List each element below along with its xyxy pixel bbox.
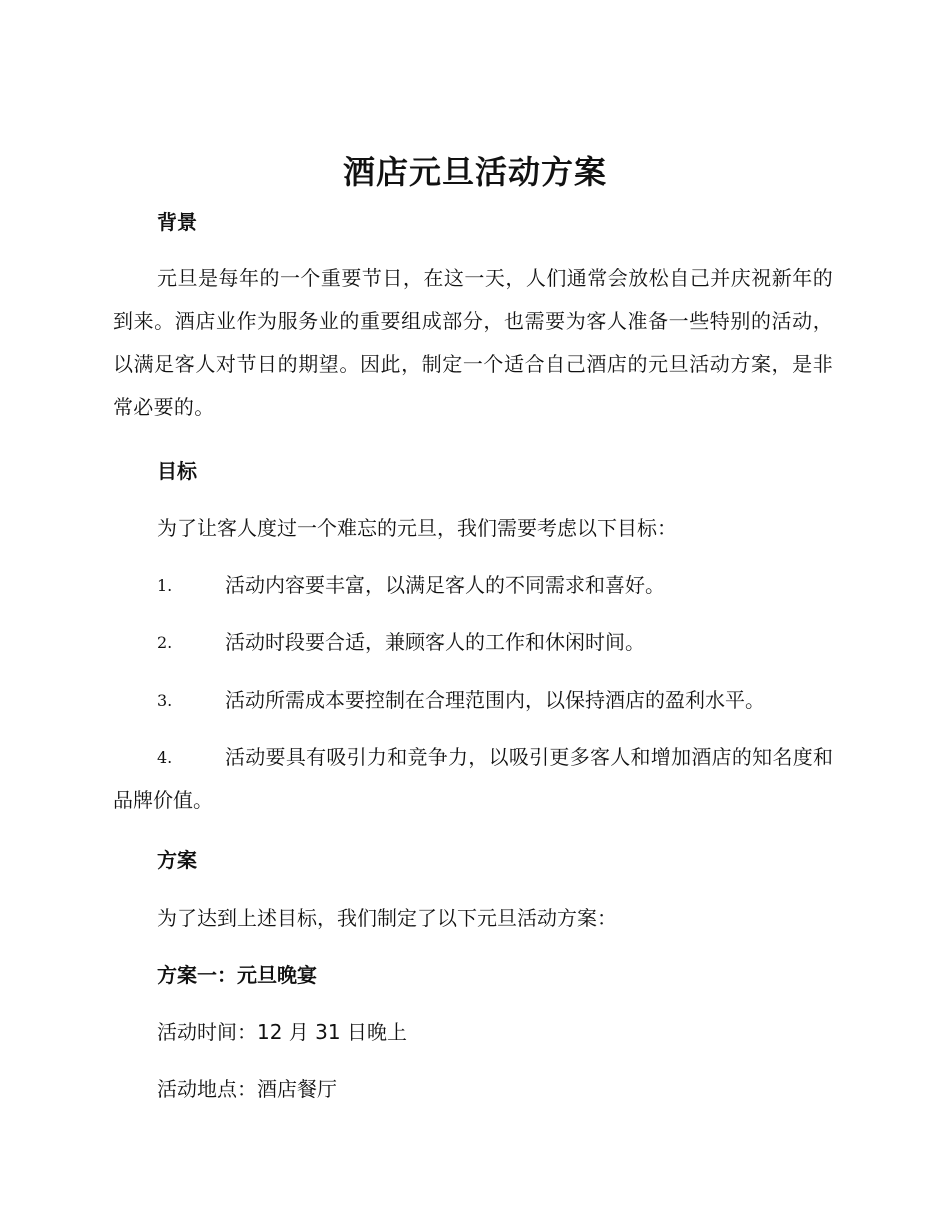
list-number: 2. bbox=[157, 633, 173, 652]
list-number: 3. bbox=[157, 691, 173, 710]
goal-list-item bbox=[113, 564, 833, 607]
section-heading-goals: 目标 bbox=[157, 459, 197, 483]
background-paragraph: 元旦是每年的一个重要节日，在这一天，人们通常会放松自己并庆祝新年的到来。酒店业作为服务业的重要组成部分，也需要为客人准备一些特别的活动，以满足客人对节日的期望。因此，制定一个适合自己酒店的元旦活动方案，是非常必要的。 bbox=[113, 266, 833, 419]
event-place-line: 活动地点：酒店餐厅 bbox=[157, 1077, 337, 1101]
goal-list-item bbox=[113, 621, 833, 664]
plan1-heading: 方案一：元旦晚宴 bbox=[157, 963, 317, 987]
list-text: 活动内容要丰富，以满足客人的不同需求和喜好。 bbox=[225, 573, 665, 597]
list-text: 活动要具有吸引力和竞争力，以吸引更多客人和增加酒店的知名度和品牌价值。 bbox=[113, 745, 833, 812]
document-title: 酒店元旦活动方案 bbox=[342, 153, 607, 191]
plan-intro: 为了达到上述目标，我们制定了以下元旦活动方案： bbox=[157, 906, 617, 930]
list-text: 活动时段要合适，兼顾客人的工作和休闲时间。 bbox=[225, 630, 645, 654]
event-time-line: 活动时间：12 月 31 日晚上 bbox=[157, 1020, 407, 1044]
list-number: 1. bbox=[157, 576, 173, 595]
section-heading-plan: 方案 bbox=[157, 848, 197, 872]
goals-intro: 为了让客人度过一个难忘的元旦，我们需要考虑以下目标： bbox=[157, 516, 677, 540]
list-number: 4. bbox=[157, 748, 173, 767]
goal-list-item bbox=[113, 679, 833, 722]
list-text: 活动所需成本要控制在合理范围内，以保持酒店的盈利水平。 bbox=[225, 688, 765, 712]
goal-list-item bbox=[113, 736, 833, 822]
section-heading-background: 背景 bbox=[157, 210, 197, 234]
